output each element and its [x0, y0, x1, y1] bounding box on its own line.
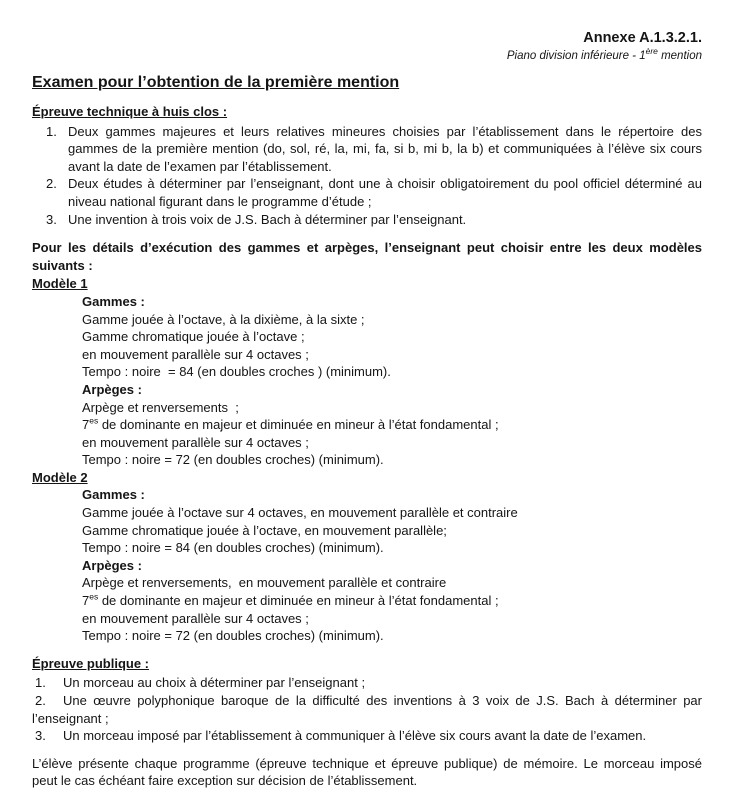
list-item-text: Deux études à déterminer par l’enseignant, dont une à choisir obligatoirement du pool officiel déterminé au niveau national figurant dans le programme d’étude ;: [68, 176, 702, 209]
list-item: [32, 175, 702, 210]
gammes-line: Gamme chromatique jouée à l’octave ;: [82, 329, 305, 345]
gammes-label: Gammes :: [82, 293, 145, 309]
list-item: [32, 674, 702, 692]
gammes-line: Gamme jouée à l’octave sur 4 octaves, en mouvement parallèle et contraire: [82, 505, 518, 521]
list-item-number: 1.: [35, 675, 46, 691]
model-2-block: [82, 486, 702, 644]
list-item-number: 3.: [35, 728, 46, 744]
subtitle-base: Piano division inférieure - 1: [506, 50, 646, 62]
list-item: [32, 211, 702, 229]
list-item-number: 1.: [46, 123, 57, 139]
model-2-heading: Modèle 2: [32, 469, 88, 485]
arpeges-line: en mouvement parallèle sur 4 octaves ;: [82, 434, 309, 450]
section-heading-technique: Épreuve technique à huis clos :: [32, 104, 228, 119]
arpeges-label: Arpèges :: [82, 381, 142, 397]
models-intro: Pour les détails d’exécution des gammes et arpèges, l’enseignant peut choisir entre les deux modèles suivants :: [32, 240, 702, 273]
gammes-tempo-line: Tempo : noire = 84 (en doubles croches) (minimum).: [82, 540, 384, 556]
sevenths-base: 7: [82, 593, 90, 609]
list-item-number: 2.: [35, 693, 46, 708]
arpeges-label: Arpèges :: [82, 557, 142, 573]
page-title: Examen pour l’obtention de la première mention: [32, 74, 400, 91]
arpeges-line: Arpège et renversements ;: [82, 399, 239, 415]
list-item: [32, 692, 702, 727]
list-item-text: Une œuvre polyphonique baroque de la difficulté des inventions à 3 voix de J.S. Bach à déterminer par l’enseignant ;: [32, 693, 702, 726]
list-item-number: 2.: [46, 176, 57, 192]
gammes-tempo-line: Tempo : noire = 84 (en doubles croches ) (minimum).: [82, 364, 391, 380]
gammes-line: Gamme jouée à l’octave, à la dixième, à la sixte ;: [82, 311, 365, 327]
list-item-text: Un morceau imposé par l’établissement à communiquer à l’élève six cours avant la date de l’examen.: [63, 728, 647, 744]
arpeges-line: Arpège et renversements, en mouvement parallèle et contraire: [82, 575, 447, 591]
sevenths-superscript: es: [89, 591, 99, 602]
list-item-text: Un morceau au choix à déterminer par l’enseignant ;: [63, 675, 366, 691]
gammes-line: Gamme chromatique jouée à l’octave, en mouvement parallèle;: [82, 522, 447, 538]
publique-list: [32, 674, 702, 744]
list-item: [32, 727, 702, 745]
subtitle-rest: mention: [657, 50, 702, 62]
gammes-line: en mouvement parallèle sur 4 octaves ;: [82, 346, 309, 362]
list-item-text: Une invention à trois voix de J.S. Bach à déterminer par l’enseignant.: [68, 211, 467, 227]
document-subtitle: [32, 46, 702, 63]
gammes-label: Gammes :: [82, 487, 145, 503]
sevenths-superscript: es: [89, 415, 99, 426]
list-item-text: Deux gammes majeures et leurs relatives mineures choisies par l’établissement dans le répertoire des gammes de la première mention (do, sol, ré, la, mi, fa, si b, mi b, la b) et communiquées à l’élève six cours avant la date de l’examen par l’établissement.: [68, 123, 702, 174]
annexe-reference: Annexe A.1.3.2.1.: [583, 30, 702, 46]
subtitle-superscript: ère: [645, 46, 658, 57]
sevenths-rest: de dominante en majeur et diminuée en mineur à l’état fondamental ;: [98, 593, 499, 609]
arpeges-line: en mouvement parallèle sur 4 octaves ;: [82, 610, 309, 626]
sevenths-base: 7: [82, 417, 90, 433]
arpeges-sevenths-line: [82, 416, 702, 434]
list-item-number: 3.: [46, 211, 57, 227]
technique-list: [32, 123, 702, 229]
closing-paragraph: L’élève présente chaque programme (épreuve technique et épreuve publique) de mémoire. Le morceau imposé peut le cas échéant faire exception sur décision de l’établissement.: [32, 755, 702, 789]
model-1-heading: Modèle 1: [32, 276, 88, 292]
arpeges-sevenths-line: [82, 592, 702, 610]
sevenths-rest: de dominante en majeur et diminuée en mineur à l’état fondamental ;: [98, 417, 499, 433]
arpeges-tempo-line: Tempo : noire = 72 (en doubles croches) (minimum).: [82, 452, 384, 468]
section-heading-publique: Épreuve publique :: [32, 655, 150, 671]
list-item: [32, 123, 702, 176]
model-1-block: [82, 293, 702, 469]
arpeges-tempo-line: Tempo : noire = 72 (en doubles croches) (minimum).: [82, 628, 384, 644]
